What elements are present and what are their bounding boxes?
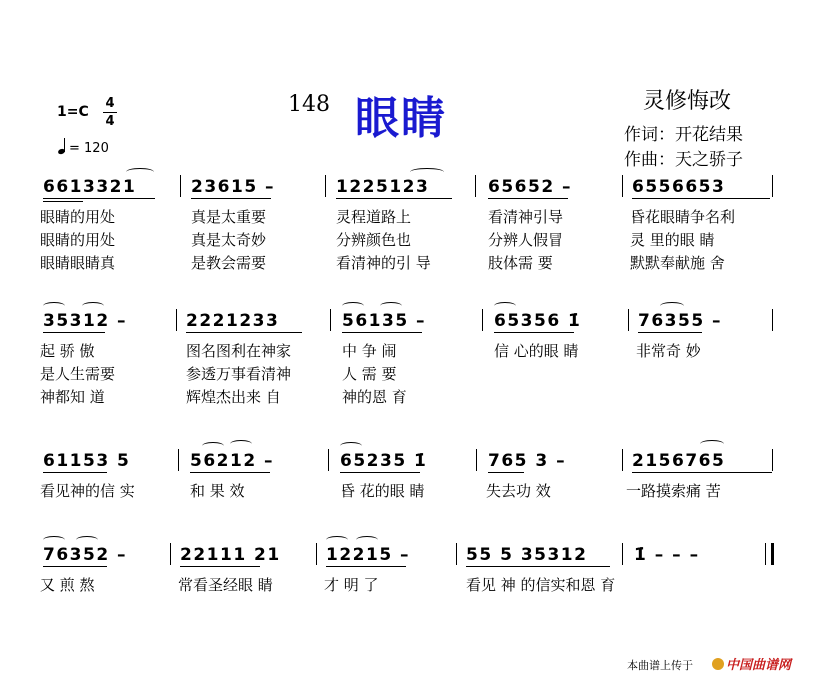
lyric: 神都知 道	[40, 388, 105, 406]
lyric: 分辨人假冒	[488, 231, 564, 249]
measure: 6556653	[632, 177, 726, 197]
barline	[328, 449, 329, 471]
lyric: 肢体需 要	[488, 254, 553, 272]
measure: 2156765	[632, 451, 726, 471]
underline	[43, 332, 105, 333]
slur	[82, 302, 104, 310]
lyric: 才 明 了	[324, 576, 379, 594]
lyric: 看清神引导	[488, 208, 564, 226]
barline	[622, 449, 623, 471]
lyric: 一路摸索痛 苦	[626, 482, 721, 500]
underline	[186, 332, 302, 333]
lyric: 参透万事看清神	[186, 365, 292, 383]
barline	[325, 175, 326, 197]
underline	[340, 472, 420, 473]
score-line-1	[0, 172, 818, 272]
slur	[356, 536, 378, 544]
underline	[336, 198, 452, 199]
barline	[170, 543, 171, 565]
lyric: 神的恩 育	[342, 388, 407, 406]
measure: 23615 –	[191, 177, 276, 197]
final-barline-thick	[771, 543, 774, 565]
barline	[316, 543, 317, 565]
underline	[43, 566, 107, 567]
measure: 765 3 –	[488, 451, 567, 471]
measure: 1̇ – – –	[634, 545, 700, 565]
time-bottom: 4	[105, 114, 115, 129]
lyricist-credit: 作词：开花结果	[624, 125, 743, 145]
lyric: 默默奉献施 舍	[630, 254, 725, 272]
underline	[342, 332, 422, 333]
lyric: 看清神的引 导	[336, 254, 431, 272]
underline	[43, 198, 155, 199]
tempo-mark	[58, 140, 109, 156]
lyric: 失去功 效	[486, 482, 551, 500]
barline	[628, 309, 629, 331]
score-line-3	[0, 446, 818, 506]
barline	[622, 175, 623, 197]
measure: 55 5 35312	[466, 545, 588, 565]
lyric: 是人生需要	[40, 365, 116, 383]
score-line-2	[0, 306, 818, 406]
lyric: 信 心的眼 睛	[494, 342, 579, 360]
underline	[190, 472, 270, 473]
underline	[326, 566, 406, 567]
lyric: 又 煎 熬	[40, 576, 95, 594]
lyric: 看见神的信 实	[40, 482, 135, 500]
measure: 56135 –	[342, 311, 427, 331]
slur	[326, 536, 348, 544]
barline	[482, 309, 483, 331]
measure: 56212 –	[190, 451, 275, 471]
measure: 2221233	[186, 311, 280, 331]
slur	[230, 440, 252, 448]
slur	[410, 168, 444, 176]
measure: 76352 –	[43, 545, 128, 565]
measure: 12215 –	[326, 545, 411, 565]
lyric: 真是太奇妙	[191, 231, 267, 249]
barline	[772, 175, 773, 197]
lyric: 辉煌杰出来 自	[186, 388, 281, 406]
time-top: 4	[105, 96, 115, 111]
lyric: 常看圣经眼 睛	[178, 576, 273, 594]
underline	[180, 566, 260, 567]
slur	[380, 302, 402, 310]
barline	[330, 309, 331, 331]
composer-credit: 作曲：天之骄子	[624, 150, 743, 170]
lyric: 昏花眼睛争名利	[630, 208, 736, 226]
site-logo[interactable]	[712, 654, 791, 673]
measure: 22111 21	[180, 545, 281, 565]
lyric: 看见 神 的信实和恩 育	[466, 576, 616, 594]
barline	[456, 543, 457, 565]
adaptation-note: 灵修悔改	[643, 89, 732, 114]
slur	[340, 442, 362, 450]
song-title: 眼睛	[355, 93, 447, 144]
lyric: 中 争 闹	[342, 342, 397, 360]
slur	[660, 302, 684, 310]
measure: 65235 1̇	[340, 451, 428, 471]
slur	[43, 536, 65, 544]
lyric: 昏 花的眼 睛	[340, 482, 425, 500]
underline	[632, 198, 770, 199]
barline	[180, 175, 181, 197]
barline	[178, 449, 179, 471]
lyric: 非常奇 妙	[636, 342, 701, 360]
underline	[488, 198, 568, 199]
underline	[191, 198, 271, 199]
barline	[622, 543, 623, 565]
lyric: 灵 里的眼 睛	[630, 231, 715, 249]
slur	[342, 302, 364, 310]
slur	[494, 302, 516, 310]
underline	[43, 201, 83, 202]
lyric: 起 骄 傲	[40, 342, 95, 360]
lyric: 眼睛的用处	[40, 208, 116, 226]
song-number: 148	[288, 92, 330, 117]
measure: 76355 –	[638, 311, 723, 331]
final-barline-thin	[765, 543, 766, 565]
lyric: 人 需 要	[342, 365, 397, 383]
slur	[126, 168, 154, 176]
lyric: 眼睛眼睛真	[40, 254, 116, 272]
barline	[476, 449, 477, 471]
barline	[176, 309, 177, 331]
measure: 6613321	[43, 177, 137, 197]
lyric: 真是太重要	[191, 208, 267, 226]
lyric: 是教会需要	[191, 254, 267, 272]
barline	[475, 175, 476, 197]
measure: 35312 –	[43, 311, 128, 331]
underline	[466, 566, 610, 567]
underline	[43, 472, 107, 473]
lyric: 图名图利在神家	[186, 342, 292, 360]
score-line-4	[0, 540, 818, 600]
tempo-value: = 120	[69, 141, 109, 156]
upload-note: 本曲谱上传于	[627, 659, 693, 672]
lyric: 分辨颜色也	[336, 231, 412, 249]
underline	[494, 332, 574, 333]
slur	[700, 440, 724, 448]
quarter-note-icon	[58, 140, 66, 154]
measure: 65652 –	[488, 177, 573, 197]
site-logo-icon	[712, 658, 724, 670]
key-signature: 1=C	[57, 104, 89, 120]
underline	[632, 472, 772, 473]
slur	[202, 442, 224, 450]
measure: 61153 5	[43, 451, 131, 471]
barline	[772, 449, 773, 471]
time-signature	[103, 96, 117, 129]
slur	[76, 536, 98, 544]
underline	[638, 332, 702, 333]
measure: 65356 1̇	[494, 311, 582, 331]
underline	[488, 472, 524, 473]
lyric: 和 果 效	[190, 482, 245, 500]
barline	[772, 309, 773, 331]
measure: 1225123	[336, 177, 430, 197]
slur	[43, 302, 65, 310]
lyric: 眼睛的用处	[40, 231, 116, 249]
site-name: 中国曲谱网	[726, 658, 792, 673]
lyric: 灵程道路上	[336, 208, 412, 226]
